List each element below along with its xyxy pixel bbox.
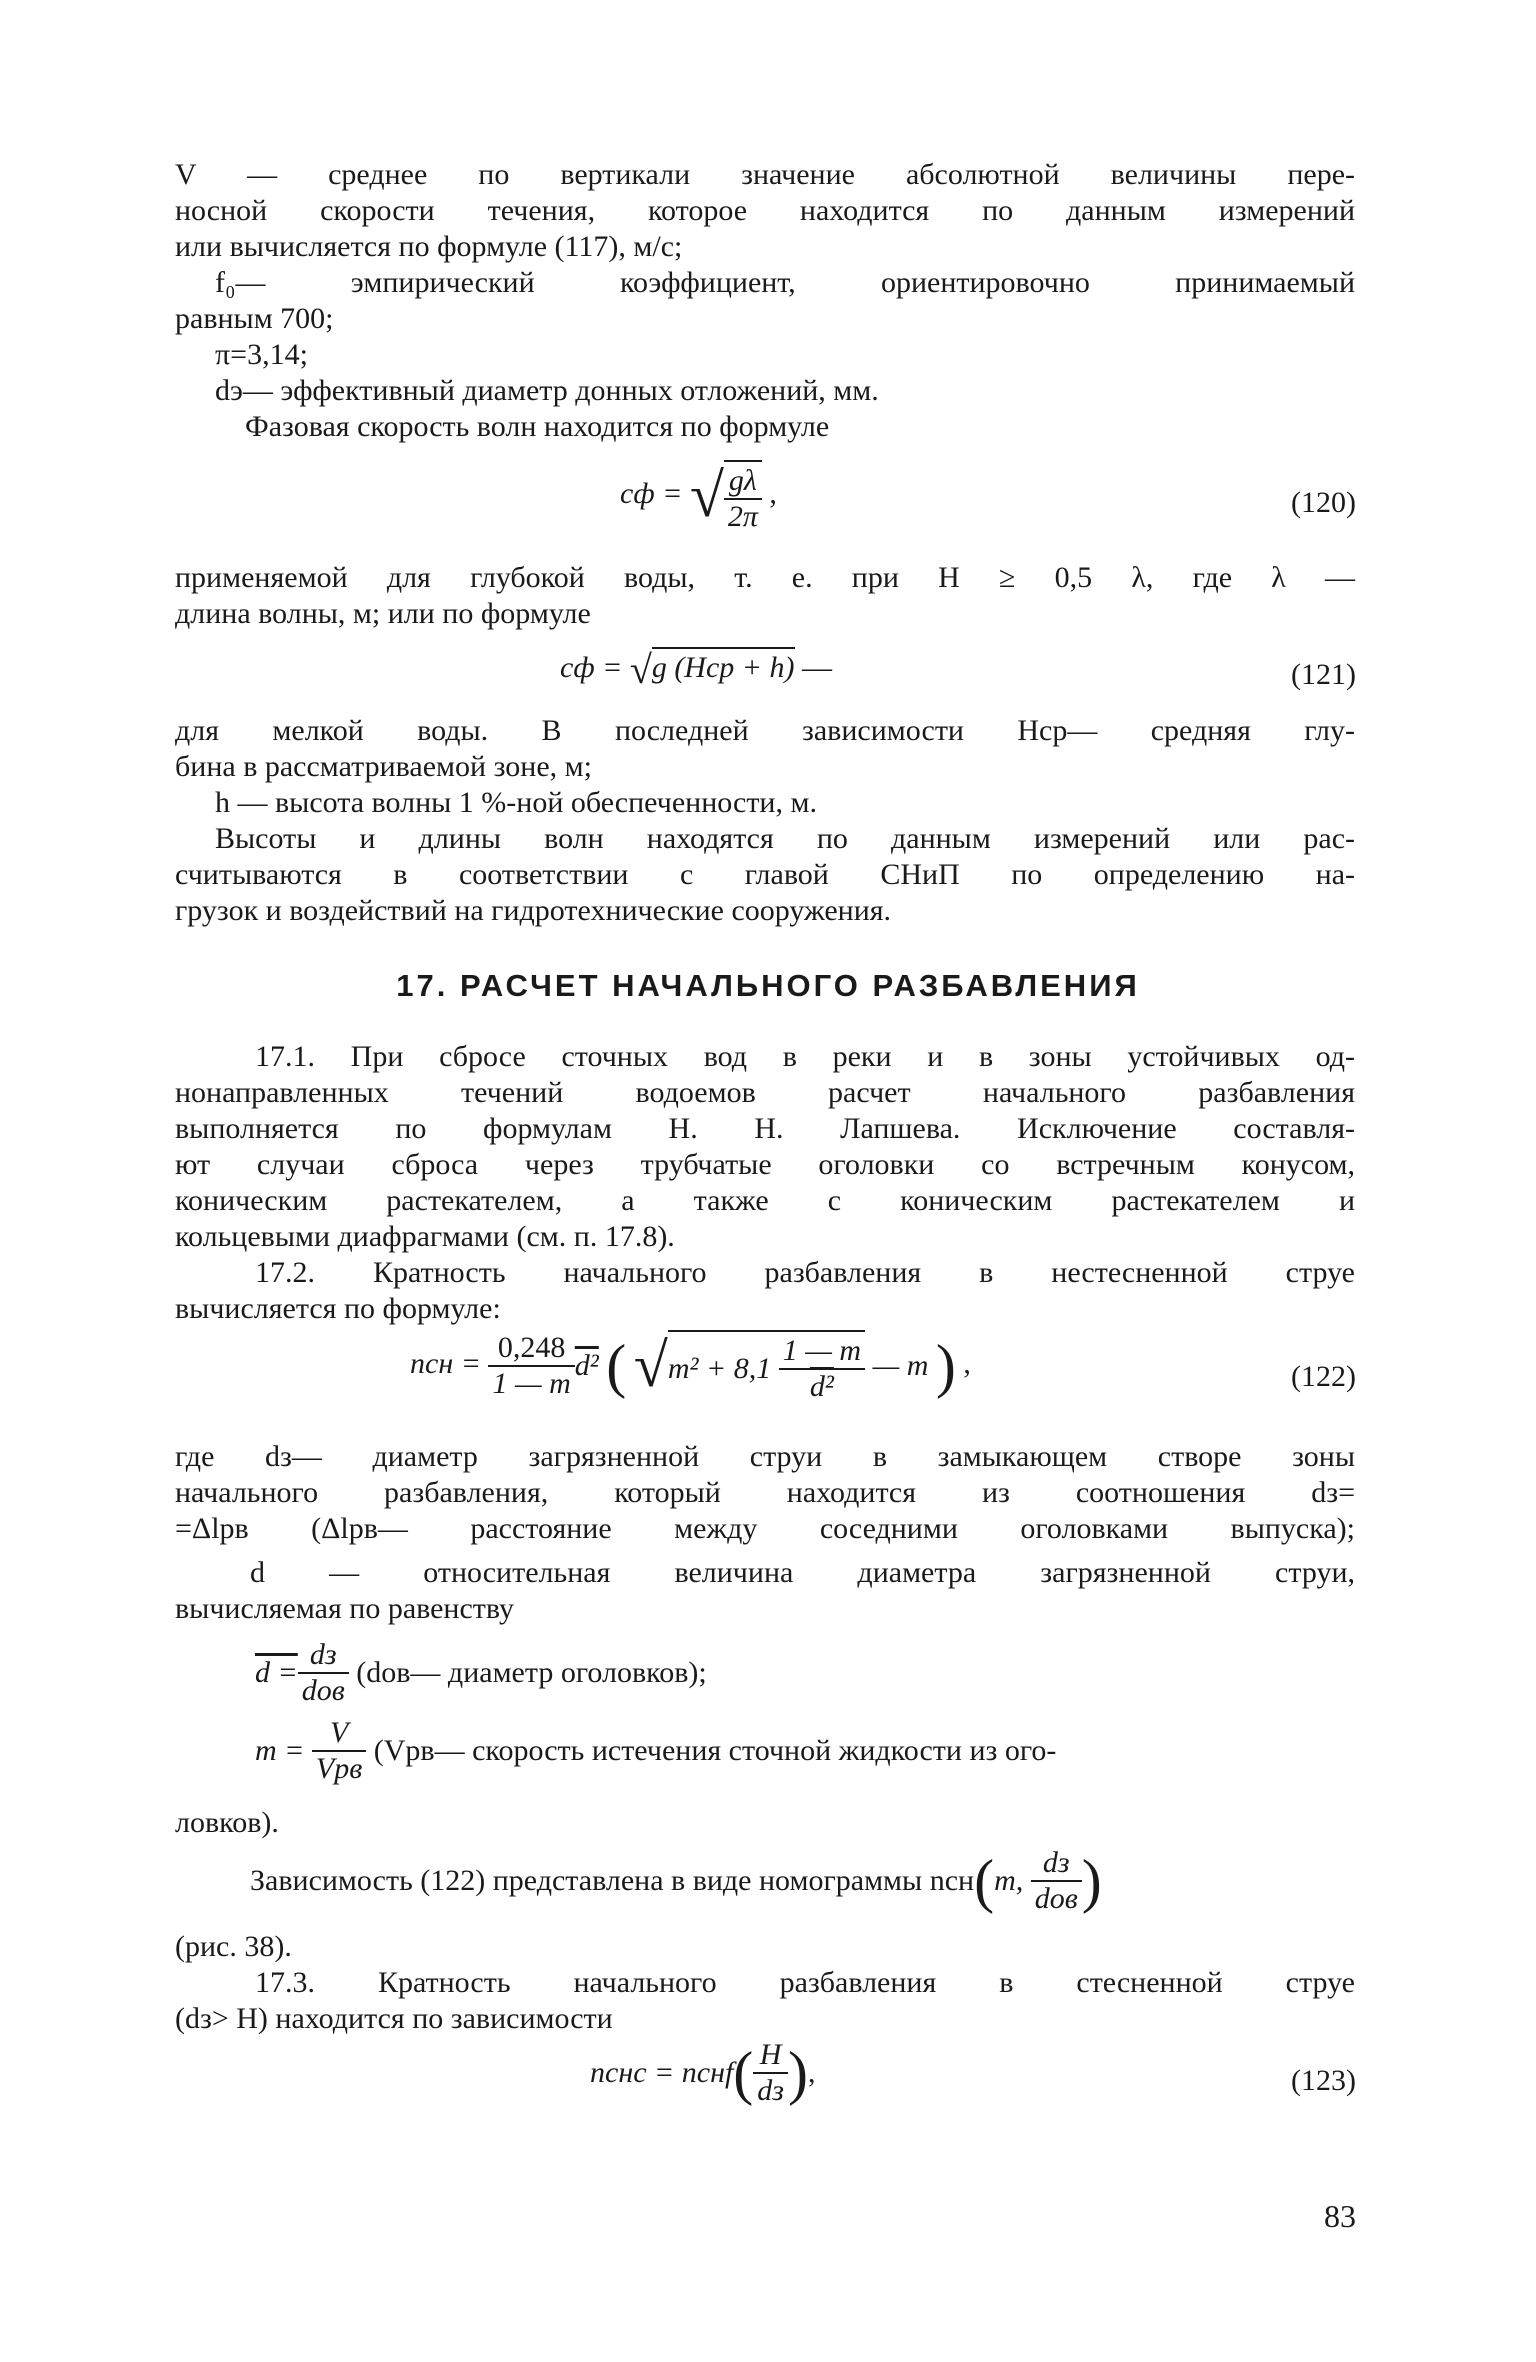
text-line: Высоты и длины волн находятся по данным измерений или рас- [215,822,1355,855]
nomogram-sentence [250,1848,1102,1914]
equation-123 [590,2040,815,2106]
text-line: ют случаи сброса через трубчатые оголовки со встречным конусом, [175,1148,1355,1181]
eq120-denominator: 2π [727,500,758,533]
nomo-args: m, [994,1864,1024,1897]
text-line: начального разбавления, который находится из соотношения dз= [175,1476,1355,1509]
dbar-lhs: d = [255,1656,298,1689]
eq121-radicand: g (Hср + h) [652,647,795,684]
text-line: бина в рассматриваемой зоне, м; [175,750,592,783]
eq123-tail: , [807,2056,816,2089]
text-line: или вычисляется по формуле (117), м/с; [175,230,683,263]
eq122-inner-a: m² + 8,1 [667,1352,772,1385]
sqrt-symbol: √ [689,462,724,530]
eq121-lhs: cф = [560,650,623,684]
sqrt-symbol: √ [629,647,652,692]
text-line: применяемой для глубокой воды, т. е. при H ≥ 0,5 λ, где λ — [175,561,1355,594]
text-line: вычисляемая по равенству [175,1592,515,1625]
eq122-lhs: nсн = [410,1346,481,1380]
text-line: 17.1. При сбросе сточных вод в реки и в зоны устойчивых од- [255,1040,1355,1073]
text-line: (Vрв— скорость истечения сточной жидкости из ого- [373,1734,1057,1767]
text-line: вычисляется по формуле: [175,1292,501,1325]
text-line: =Δlрв (Δlрв— расстояние между соседними оголовками выпуска); [175,1512,1355,1545]
text-line: dэ— эффективный диаметр донных отложений, мм. [215,374,879,407]
equation-number: (121) [1291,658,1356,691]
text-line: f₀— эмпирический коэффициент, ориентировочно принимаемый [215,266,1355,299]
eq122-tail: , [963,1346,971,1380]
text-line: коническим растекателем, а также с коническим растекателем и [175,1184,1355,1217]
text-line: h — высота волны 1 %-ной обеспеченности, м. [215,786,817,819]
text-line: длина волны, м; или по формуле [175,597,591,630]
equation-120 [620,460,777,532]
eq123-lhs: nснс = nснf [590,2056,734,2089]
left-paren: ( [733,2040,754,2106]
eq122-dbar-squared: d² [574,1349,599,1382]
text-line: d — относительная величина диаметра загрязненной струи, [250,1556,1355,1589]
text-line: кольцевыми диафрагмами (см. п. 17.8). [175,1220,675,1253]
m-definition [255,1718,1056,1784]
eq122-denominator: 1 — m [492,1367,571,1400]
equation-122 [410,1330,971,1402]
text-line: равным 700; [175,302,334,335]
text-line: (рис. 38). [175,1930,292,1963]
equation-number: (120) [1291,486,1356,519]
dbar-denominator: dов [301,1674,345,1707]
equation-121 [560,647,833,692]
dbar-definition [255,1640,707,1706]
text-line: (dз> H) находится по зависимости [175,2002,613,2035]
text-line: для мелкой воды. В последней зависимости Hср— средняя глу- [175,714,1355,747]
right-paren: ) [788,2040,808,2106]
right-paren: ) [1081,1848,1102,1914]
eq120-tail: , [769,476,777,510]
text-line: 17.2. Кратность начального разбавления в нестесненной струе [255,1256,1355,1289]
text-line: ловков). [175,1806,279,1839]
text-line: нонаправленных течений водоемов расчет начального разбавления [175,1076,1355,1109]
text-line: π=3,14; [215,338,308,371]
text-line: Фазовая скорость волн находится по формуле [245,410,830,443]
nomo-numerator: dз [1031,1848,1082,1882]
text-line: 17.3. Кратность начального разбавления в стесненной струе [255,1966,1355,1999]
m-lhs: m = [255,1734,305,1767]
eq120-numerator: gλ [724,466,762,500]
page-number: 83 [1324,2198,1356,2234]
equation-number: (123) [1291,2064,1356,2097]
eq120-radicand [724,460,762,532]
eq122-inner-denominator: d² [809,1370,834,1403]
text-line: V — среднее по вертикали значение абсолютной величины пере- [175,158,1355,191]
nomo-denominator: dов [1034,1882,1078,1915]
text-line: грузок и воздействий на гидротехнические сооружения. [175,894,892,927]
m-numerator: V [312,1718,366,1752]
eq122-inner-b: — m [872,1349,929,1382]
text-line: носной скорости течения, которое находится по данным измерений [175,194,1355,227]
dbar-numerator: dз [298,1640,349,1674]
section-heading: 17. РАСЧЕТ НАЧАЛЬНОГО РАЗБАВЛЕНИЯ [396,968,1140,1003]
text-line: где dз— диаметр загрязненной струи в замыкающем створе зоны [175,1440,1355,1473]
text-line: Зависимость (122) представлена в виде номограммы nсн [250,1864,975,1897]
right-paren: ) [935,1333,956,1399]
eq120-lhs: cф = [620,476,683,510]
eq122-numerator: 0,248 [488,1333,574,1367]
eq121-tail: — [802,650,833,684]
text-line: выполняется по формулам Н. Н. Лапшева. Исключение составля- [175,1112,1355,1145]
eq122-inner-numerator: 1 — m [779,1336,865,1370]
left-paren: ( [606,1333,627,1399]
eq123-denominator: dз [757,2074,784,2107]
sqrt-symbol: √ [633,1332,668,1400]
text-line: (dов— диаметр оголовков); [356,1656,707,1689]
m-denominator: Vрв [315,1752,363,1785]
equation-number: (122) [1291,1360,1356,1393]
text-line: считываются в соответствии с главой СНиП по определению на- [175,858,1355,891]
eq122-radicand [668,1330,865,1402]
left-paren: ( [974,1848,995,1914]
eq123-numerator: H [753,2040,788,2074]
